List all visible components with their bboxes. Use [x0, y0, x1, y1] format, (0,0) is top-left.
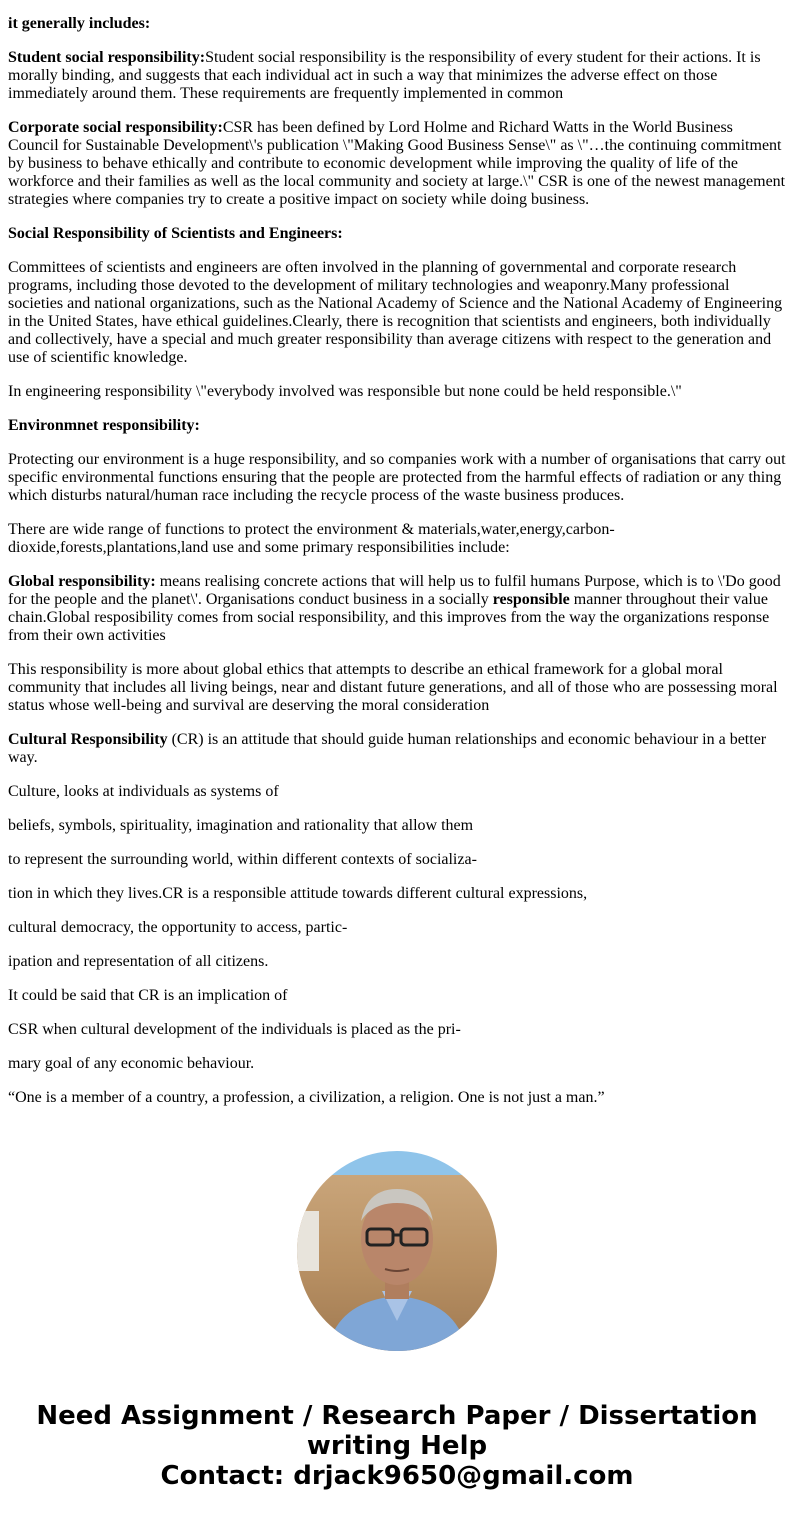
text: Student social responsibility is the responsibility of every student for their actions. It is morally binding, and suggests that each individual act in such a way that minimizes the adverse effect on those immediately around them. These requirements are frequently implemented in common [8, 49, 761, 102]
contact-banner [0, 1401, 794, 1491]
cultural-line: cultural democracy, the opportunity to access, partic- [8, 919, 348, 936]
environment-heading [8, 417, 786, 435]
cultural-line: to represent the surrounding world, within different contexts of socializa- [8, 851, 477, 868]
cultural-paragraph [8, 731, 786, 767]
text: means realising concrete actions that will help us to fulfil humans Purpose, which is to \'Do good for the people and the planet\'. Organisations conduct business in a socially [8, 573, 781, 608]
text: CSR has been defined by Lord Holme and Richard Watts in the World Business Council for Sustainable Development\'s publication \"Making Good Business Sense\" as \"…the continuing commitment by business to behave ethically and contribute to economic development while improving the quality of life of the workforce and their families as well as the local community and society at large.\" CSR is one of the newest management strategies where companies try to create a positive impact on society while doing business. [8, 119, 786, 208]
banner-contact: Contact: drjack9650@gmail.com [160, 1461, 634, 1491]
global-paragraph [8, 573, 786, 645]
cultural-line: mary goal of any economic behaviour. [8, 1055, 255, 1072]
cultural-line: beliefs, symbols, spirituality, imagination and rationality that allow them [8, 817, 474, 834]
scientists-heading [8, 225, 786, 243]
cultural-line: CSR when cultural development of the individuals is placed as the pri- [8, 1021, 461, 1038]
document-body [0, 15, 794, 1107]
corporate-paragraph [8, 119, 786, 209]
intro [8, 15, 786, 33]
lead: Cultural Responsibility [8, 731, 168, 748]
environment-paragraph: Protecting our environment is a huge responsibility, and so companies work with a number of organisations that carry out specific environmental functions ensuring that the people are protected from the harmful effects of radiation or any thing which disturbs natural/human race including the recycle process of the waste business produces. [8, 451, 786, 504]
heading: Social Responsibility of Scientists and Engineers: [8, 225, 343, 242]
portrait-image [297, 1151, 497, 1351]
banner-headline: Need Assignment / Research Paper / Dissertation writing Help [36, 1401, 758, 1461]
closing-quote: “One is a member of a country, a profession, a civilization, a religion. One is not just a man.” [8, 1089, 605, 1106]
cultural-line: ipation and representation of all citizens. [8, 953, 269, 970]
cultural-line: Culture, looks at individuals as systems of [8, 783, 279, 800]
author-photo [297, 1151, 497, 1351]
heading: Environmnet responsibility: [8, 417, 200, 434]
global-paragraph-2: This responsibility is more about global ethics that attempts to describe an ethical framework for a global moral community that includes all living beings, near and distant future generations, and all of those who are possessing moral status whose well-being and survival are deserving the moral consideration [8, 661, 778, 714]
environment-paragraph-2: There are wide range of functions to protect the environment & materials,water,energy,carbon-dioxide,forests,plantations,land use and some primary responsibilities include: [8, 521, 615, 556]
intro-text: it generally includes: [8, 15, 151, 32]
engineering-quote: In engineering responsibility \"everybody involved was responsible but none could be held responsible.\" [8, 383, 682, 400]
cultural-line: tion in which they lives.CR is a responsible attitude towards different cultural expressions, [8, 885, 588, 902]
lead: Student social responsibility: [8, 49, 206, 66]
cultural-line: It could be said that CR is an implication of [8, 987, 288, 1004]
author-photo-container [0, 1151, 794, 1351]
bold-word: responsible [492, 591, 570, 608]
text: manner throughout their value chain.Global resposibility comes from social responsibility, and this improves from the way the organizations response from their own activities [8, 591, 770, 644]
text: (CR) is an attitude that should guide human relationships and economic behaviour in a better way. [8, 731, 767, 766]
lead: Corporate social responsibility: [8, 119, 223, 136]
lead: Global responsibility: [8, 573, 156, 590]
student-paragraph [8, 49, 786, 103]
scientists-paragraph: Committees of scientists and engineers are often involved in the planning of governmental and corporate research programs, including those devoted to the development of military technologies and weaponry.Many professional societies and national organizations, such as the National Academy of Science and the National Academy of Engineering in the United States, have ethical guidelines.Clearly, there is recognition that scientists and engineers, both individually and collectively, have a special and much greater responsibility than average citizens with respect to the generation and use of scientific knowledge. [8, 259, 783, 366]
